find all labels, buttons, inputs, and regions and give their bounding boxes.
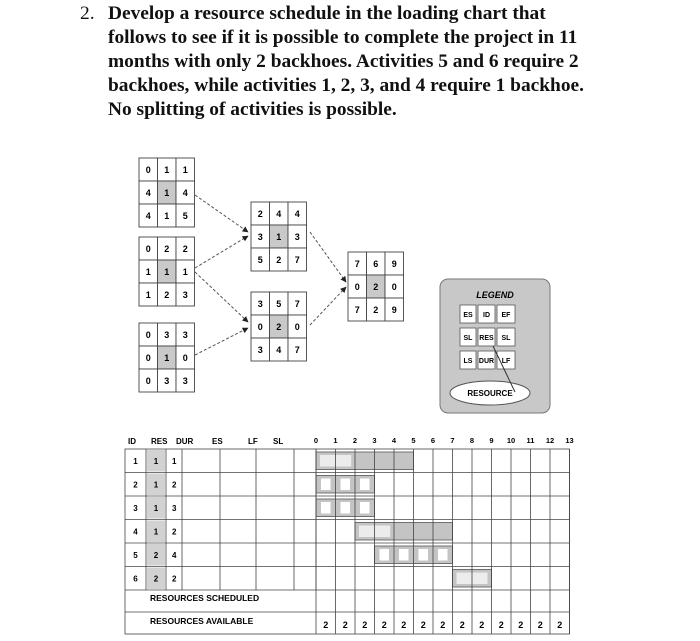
node-value: 7 (294, 255, 300, 265)
bar-segment (321, 479, 331, 491)
time-label: 1 (333, 436, 338, 445)
resources-available-row (323, 620, 562, 630)
resources-available-label: RESOURCES AVAILABLE (150, 616, 254, 626)
activity-id: 5 (133, 551, 138, 560)
node-value: 0 (145, 376, 151, 386)
legend-resource-label: RESOURCE (467, 389, 513, 398)
legend-cell-label: EF (501, 312, 511, 319)
node-value: 2 (257, 209, 263, 219)
activity-id: 4 (133, 527, 138, 537)
loading-chart (125, 436, 574, 634)
arrow-5-6 (310, 287, 346, 325)
node-value: 1 (164, 165, 170, 175)
node-value: 5 (182, 211, 188, 221)
activity-id: 6 (133, 574, 138, 584)
node-value: 9 (391, 305, 397, 315)
resources-available-value: 2 (518, 620, 524, 630)
activity-row-1 (133, 450, 177, 472)
resources-available-value: 2 (479, 620, 485, 630)
arrow-2-5 (195, 272, 248, 322)
node-value: 3 (294, 232, 300, 242)
node-value: 1 (182, 267, 188, 277)
node-value: 0 (391, 282, 397, 292)
problem-line: No splitting of activities is possible. (108, 99, 397, 120)
node-value: 2 (164, 290, 170, 300)
activity-id: 1 (133, 457, 138, 466)
activity-dur: 2 (172, 480, 177, 490)
node-value: 1 (145, 267, 151, 277)
legend (440, 279, 550, 413)
resources-available-value: 2 (498, 620, 504, 630)
activity-dur: 3 (172, 504, 177, 513)
node-value: 6 (373, 259, 379, 269)
activity-res: 1 (153, 457, 159, 466)
node-value: 3 (257, 299, 263, 309)
node-value: 2 (182, 244, 188, 254)
bar-segment (438, 549, 448, 561)
header-id: ID (128, 437, 136, 446)
time-label: 10 (506, 436, 516, 445)
legend-grid (460, 305, 515, 369)
arrow-4-6 (310, 232, 346, 282)
legend-cell-label: DUR (478, 358, 495, 365)
node-value: 2 (373, 282, 379, 292)
node-value: 0 (182, 353, 188, 363)
resources-available-value: 2 (381, 620, 387, 630)
activity-res: 1 (153, 504, 159, 513)
activity-id: 3 (133, 504, 138, 513)
time-label: 13 (565, 436, 574, 445)
header-res: RES (151, 437, 168, 446)
node-value: 3 (164, 330, 170, 340)
bar-segment (380, 549, 390, 561)
arrow-1-4 (195, 195, 248, 232)
network-node-2 (139, 237, 195, 306)
problem-number: 2. (80, 3, 95, 24)
node-value: 3 (182, 290, 188, 300)
header-sl: SL (273, 437, 284, 446)
legend-cell-label: ES (463, 312, 473, 319)
node-value: 3 (182, 330, 188, 340)
node-value: 1 (276, 232, 282, 242)
node-value: 7 (294, 345, 300, 355)
header-dur: DUR (176, 437, 194, 446)
node-value: 5 (257, 255, 263, 265)
legend-cell-label: LF (501, 358, 511, 365)
time-label: 6 (430, 436, 436, 445)
node-value: 5 (276, 299, 282, 309)
activity-row-6 (133, 568, 177, 590)
time-label: 8 (469, 436, 475, 445)
problem-line: follows to see if it is possible to complete the project in 11 (108, 27, 578, 48)
node-value: 0 (294, 322, 300, 332)
network-nodes (139, 158, 404, 392)
time-label: 9 (489, 436, 494, 445)
node-value: 2 (276, 255, 282, 265)
node-value: 9 (391, 259, 397, 269)
node-value: 7 (354, 305, 360, 315)
node-value: 3 (257, 232, 263, 242)
bar-segment (360, 479, 370, 491)
node-value: 0 (145, 165, 151, 175)
node-value: 2 (164, 244, 170, 254)
node-value: 3 (182, 376, 188, 386)
node-value: 1 (164, 211, 170, 221)
activity-dur: 4 (172, 551, 177, 560)
bar-segment (321, 502, 331, 514)
time-label: 5 (411, 436, 416, 445)
node-value: 0 (257, 322, 263, 332)
time-label: 7 (450, 436, 455, 445)
time-label: 3 (372, 436, 377, 445)
bar-segment (360, 502, 370, 514)
network-node-1 (139, 158, 195, 227)
resources-available-value: 2 (342, 620, 348, 630)
legend-cell-label: SL (463, 335, 473, 342)
resources-available-value: 2 (459, 620, 465, 630)
time-label: 0 (313, 436, 319, 445)
activity-res: 2 (153, 551, 159, 560)
time-label: 4 (391, 436, 397, 445)
resources-scheduled-label: RESOURCES SCHEDULED (150, 593, 260, 603)
node-value: 4 (145, 188, 151, 198)
network-node-4 (251, 202, 307, 271)
activity-dur: 2 (172, 527, 177, 537)
node-value: 1 (164, 267, 170, 277)
resources-available-value: 2 (323, 620, 329, 630)
network-node-3 (139, 323, 195, 392)
bar-segment (399, 549, 409, 561)
node-value: 1 (164, 353, 170, 363)
node-value: 7 (294, 299, 300, 309)
bar-segment (419, 549, 429, 561)
resources-available-value: 2 (537, 620, 543, 630)
activity-row-2 (133, 474, 177, 496)
activity-id: 2 (133, 480, 138, 490)
legend-cell-label: SL (501, 335, 511, 342)
resources-available-value: 2 (440, 620, 446, 630)
node-value: 1 (164, 188, 170, 198)
node-value: 1 (182, 165, 188, 175)
problem-line: Develop a resource schedule in the loading chart that (108, 3, 546, 24)
node-value: 4 (276, 345, 282, 355)
activity-dur: 1 (172, 457, 177, 466)
node-value: 4 (145, 211, 151, 221)
node-value: 7 (354, 259, 360, 269)
node-value: 0 (145, 244, 151, 254)
activity-res: 2 (153, 574, 159, 584)
node-value: 4 (182, 188, 188, 198)
activity-row-5 (133, 544, 177, 566)
problem-line: backhoes, while activities 1, 2, 3, and 4 require 1 backhoe. (108, 75, 584, 96)
time-axis-labels (314, 436, 574, 445)
time-label: 12 (545, 436, 555, 445)
time-label: 2 (352, 436, 358, 445)
node-value: 2 (373, 305, 379, 315)
legend-cell-label: LS (463, 358, 473, 365)
bar-segment (341, 502, 351, 514)
problem-line: months with only 2 backhoes. Activities 5 and 6 require 2 (108, 51, 579, 72)
legend-title: LEGEND (476, 290, 514, 300)
node-value: 2 (276, 322, 282, 332)
network-node-6 (348, 252, 404, 321)
node-value: 4 (276, 209, 282, 219)
time-label: 11 (526, 436, 535, 445)
resources-available-value: 2 (401, 620, 407, 630)
network-node-5 (251, 292, 307, 361)
legend-cell-label: RES (479, 335, 494, 342)
activity-row-3 (133, 497, 177, 519)
resources-available-value: 2 (420, 620, 426, 630)
node-value: 4 (294, 209, 300, 219)
node-value: 0 (354, 282, 360, 292)
node-value: 0 (145, 353, 151, 363)
node-value: 3 (257, 345, 263, 355)
header-lf: LF (248, 437, 258, 446)
node-value: 1 (145, 290, 151, 300)
legend-cell-label: ID (483, 312, 490, 319)
node-value: 0 (145, 330, 151, 340)
header-es: ES (212, 437, 223, 446)
activity-dur: 2 (172, 574, 177, 584)
node-value: 3 (164, 376, 170, 386)
arrow-3-5 (195, 328, 248, 355)
activity-res: 1 (153, 480, 159, 490)
activity-row-4 (133, 521, 177, 543)
resources-available-value: 2 (362, 620, 368, 630)
activity-res: 1 (153, 527, 159, 537)
resources-available-value: 2 (557, 620, 563, 630)
bar-segment (341, 479, 351, 491)
arrow-2-4 (195, 236, 248, 268)
